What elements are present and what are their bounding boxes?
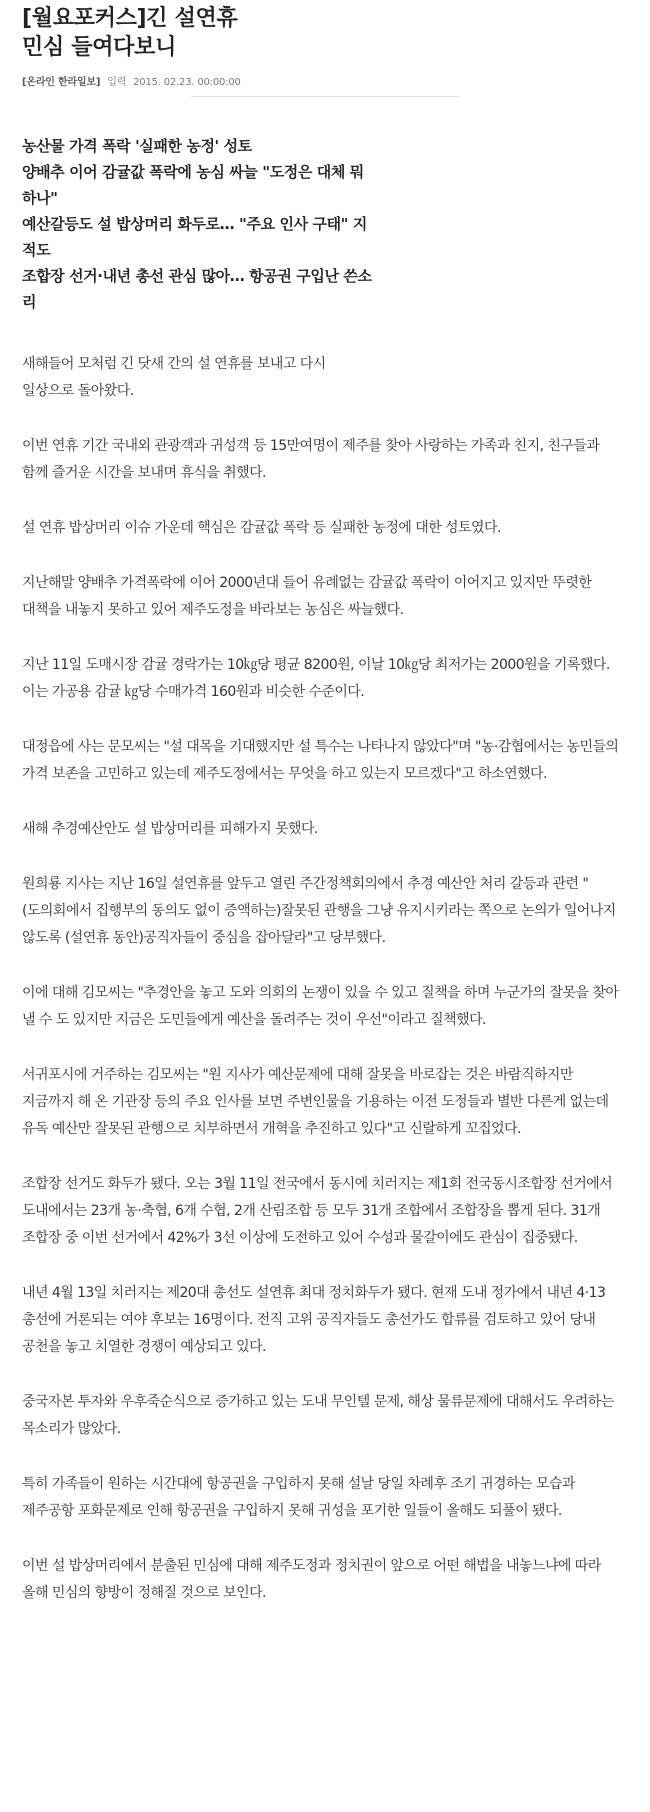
meta-divider xyxy=(191,96,459,97)
article-meta xyxy=(22,76,628,90)
body-paragraph: 특히 가족들이 원하는 시간대에 항공권을 구입하지 못해 설날 당일 차례후 조기 귀경하는 모습과 제주공항 포화문제로 인해 항공권을 구입하지 못해 귀성을 포기한 일들이 올해도 되풀이 됐다. xyxy=(22,1476,575,1519)
body-paragraph: 대정읍에 사는 문모씨는 "설 대목을 기대했지만 설 특수는 나타나지 않았다"며 "농·감협에서는 농민들의 가격 보존을 고민하고 있는데 제주도정에서는 무엇을 하고 있는지 모르겠다"고 하소연했다. xyxy=(22,739,619,782)
body-paragraph: 지난 11일 도매시장 감귤 경락가는 10㎏당 평균 8200원, 이날 10㎏당 최저가는 2000원을 기록했다. 이는 가공용 감귤 ㎏당 수매가격 160원과 비슷한 수준이다. xyxy=(22,657,610,700)
summary-item: 양배추 이어 감귤값 폭락에 농심 싸늘 "도정은 대체 뭐하나" xyxy=(22,163,364,207)
article-date: 2015. 02.23. 00:00:00 xyxy=(133,77,241,88)
summary-item: 농산물 가격 폭락 '실패한 농정' 성토 xyxy=(22,137,252,155)
article-source: [온라인 한라일보] xyxy=(22,77,101,88)
article-title xyxy=(22,0,628,62)
body-paragraph: 중국자본 투자와 우후죽순식으로 증가하고 있는 도내 무인텔 문제, 해상 물류문제에 대해서도 우려하는 목소리가 많았다. xyxy=(22,1394,614,1437)
body-paragraph: 원희룡 지사는 지난 16일 설연휴를 앞두고 열린 주간정책회의에서 추경 예산안 처리 갈등과 관련 "(도의회에서 집행부의 동의도 없이 증액하는)잘못된 관행을 그냥 유지시키라는 쪽으로 논의가 일어나지 않도록 (설연휴 동안)공직자들이 중심을 잡아달라"고 당부했다. xyxy=(22,876,616,946)
body-paragraph: 내년 4월 13일 치러지는 제20대 총선도 설연휴 최대 정치화두가 됐다. 현재 도내 정가에서 내년 4·13 총선에 거론되는 여야 후보는 16명이다. 전직 고위 공직자들도 총선가도 합류를 검토하고 있어 당내 공천을 놓고 치열한 경쟁이 예상되고 있다. xyxy=(22,1285,606,1355)
summary-item: 조합장 선거·내년 총선 관심 많아… 항공권 구입난 쓴소리 xyxy=(22,267,372,311)
article-title-line: 민심 들여다보니 xyxy=(22,35,177,60)
article-body xyxy=(22,351,628,1607)
body-paragraph: 이에 대해 김모씨는 "추경안을 놓고 도와 의회의 논쟁이 있을 수 있고 질책을 하며 누군가의 잘못을 찾아 낼 수 도 있지만 지금은 도민들에게 예산을 돌려주는 것이 우선"이라고 질책했다. xyxy=(22,985,619,1028)
body-paragraph: 지난해말 양배추 가격폭락에 이어 2000년대 들어 유례없는 감귤값 폭락이 이어지고 있지만 뚜렷한 대책을 내놓지 못하고 있어 제주도정을 바라보는 농심은 싸늘했다. xyxy=(22,575,592,618)
body-paragraph: 서귀포시에 거주하는 김모씨는 "원 지사가 예산문제에 대해 잘못을 바로잡는 것은 바람직하지만 지금까지 해 온 기관장 등의 주요 인사를 보면 주변인물을 기용하는 이전 도정들과 별반 다른게 없는데 유독 예산만 잘못된 관행으로 치부하면서 개혁을 추진하고 있다"고 신랄하게 꼬집었다. xyxy=(22,1067,609,1137)
body-paragraph: 새해 추경예산안도 설 밥상머리를 피해가지 못했다. xyxy=(22,821,318,837)
body-paragraph: 조합장 선거도 화두가 됐다. 오는 3월 11일 전국에서 동시에 치러지는 제1회 전국동시조합장 선거에서 도내에서는 23개 농·축협, 6개 수협, 2개 산림조합 등 모두 31개 조합에서 조합장을 뽑게 된다. 31개 조합장 중 이번 선거에서 42%가 3선 이상에 도전하고 있어 수성과 물갈이에도 관심이 집중됐다. xyxy=(22,1176,613,1246)
body-paragraph: 이번 연휴 기간 국내외 관광객과 귀성객 등 15만여명이 제주를 찾아 사랑하는 가족과 친지, 친구들과 함께 즐거운 시간을 보내며 휴식을 취했다. xyxy=(22,438,600,481)
article-summary xyxy=(22,133,377,315)
body-paragraph: 새해들어 모처럼 긴 닷새 간의 설 연휴를 보내고 다시 일상으로 돌아왔다. xyxy=(22,356,326,399)
article-title-line: [월요포커스]긴 설연휴 xyxy=(22,6,238,31)
body-paragraph: 이번 설 밥상머리에서 분출된 민심에 대해 제주도정과 정치권이 앞으로 어떤 해법을 내놓느냐에 따라 올해 민심의 향방이 정해질 것으로 보인다. xyxy=(22,1558,601,1601)
date-label: 입력 xyxy=(107,77,127,88)
summary-item: 예산갈등도 설 밥상머리 화두로… "주요 인사 구태" 지적도 xyxy=(22,215,367,259)
body-paragraph: 설 연휴 밥상머리 이슈 가운데 핵심은 감귤값 폭락 등 실패한 농정에 대한 성토였다. xyxy=(22,520,501,536)
